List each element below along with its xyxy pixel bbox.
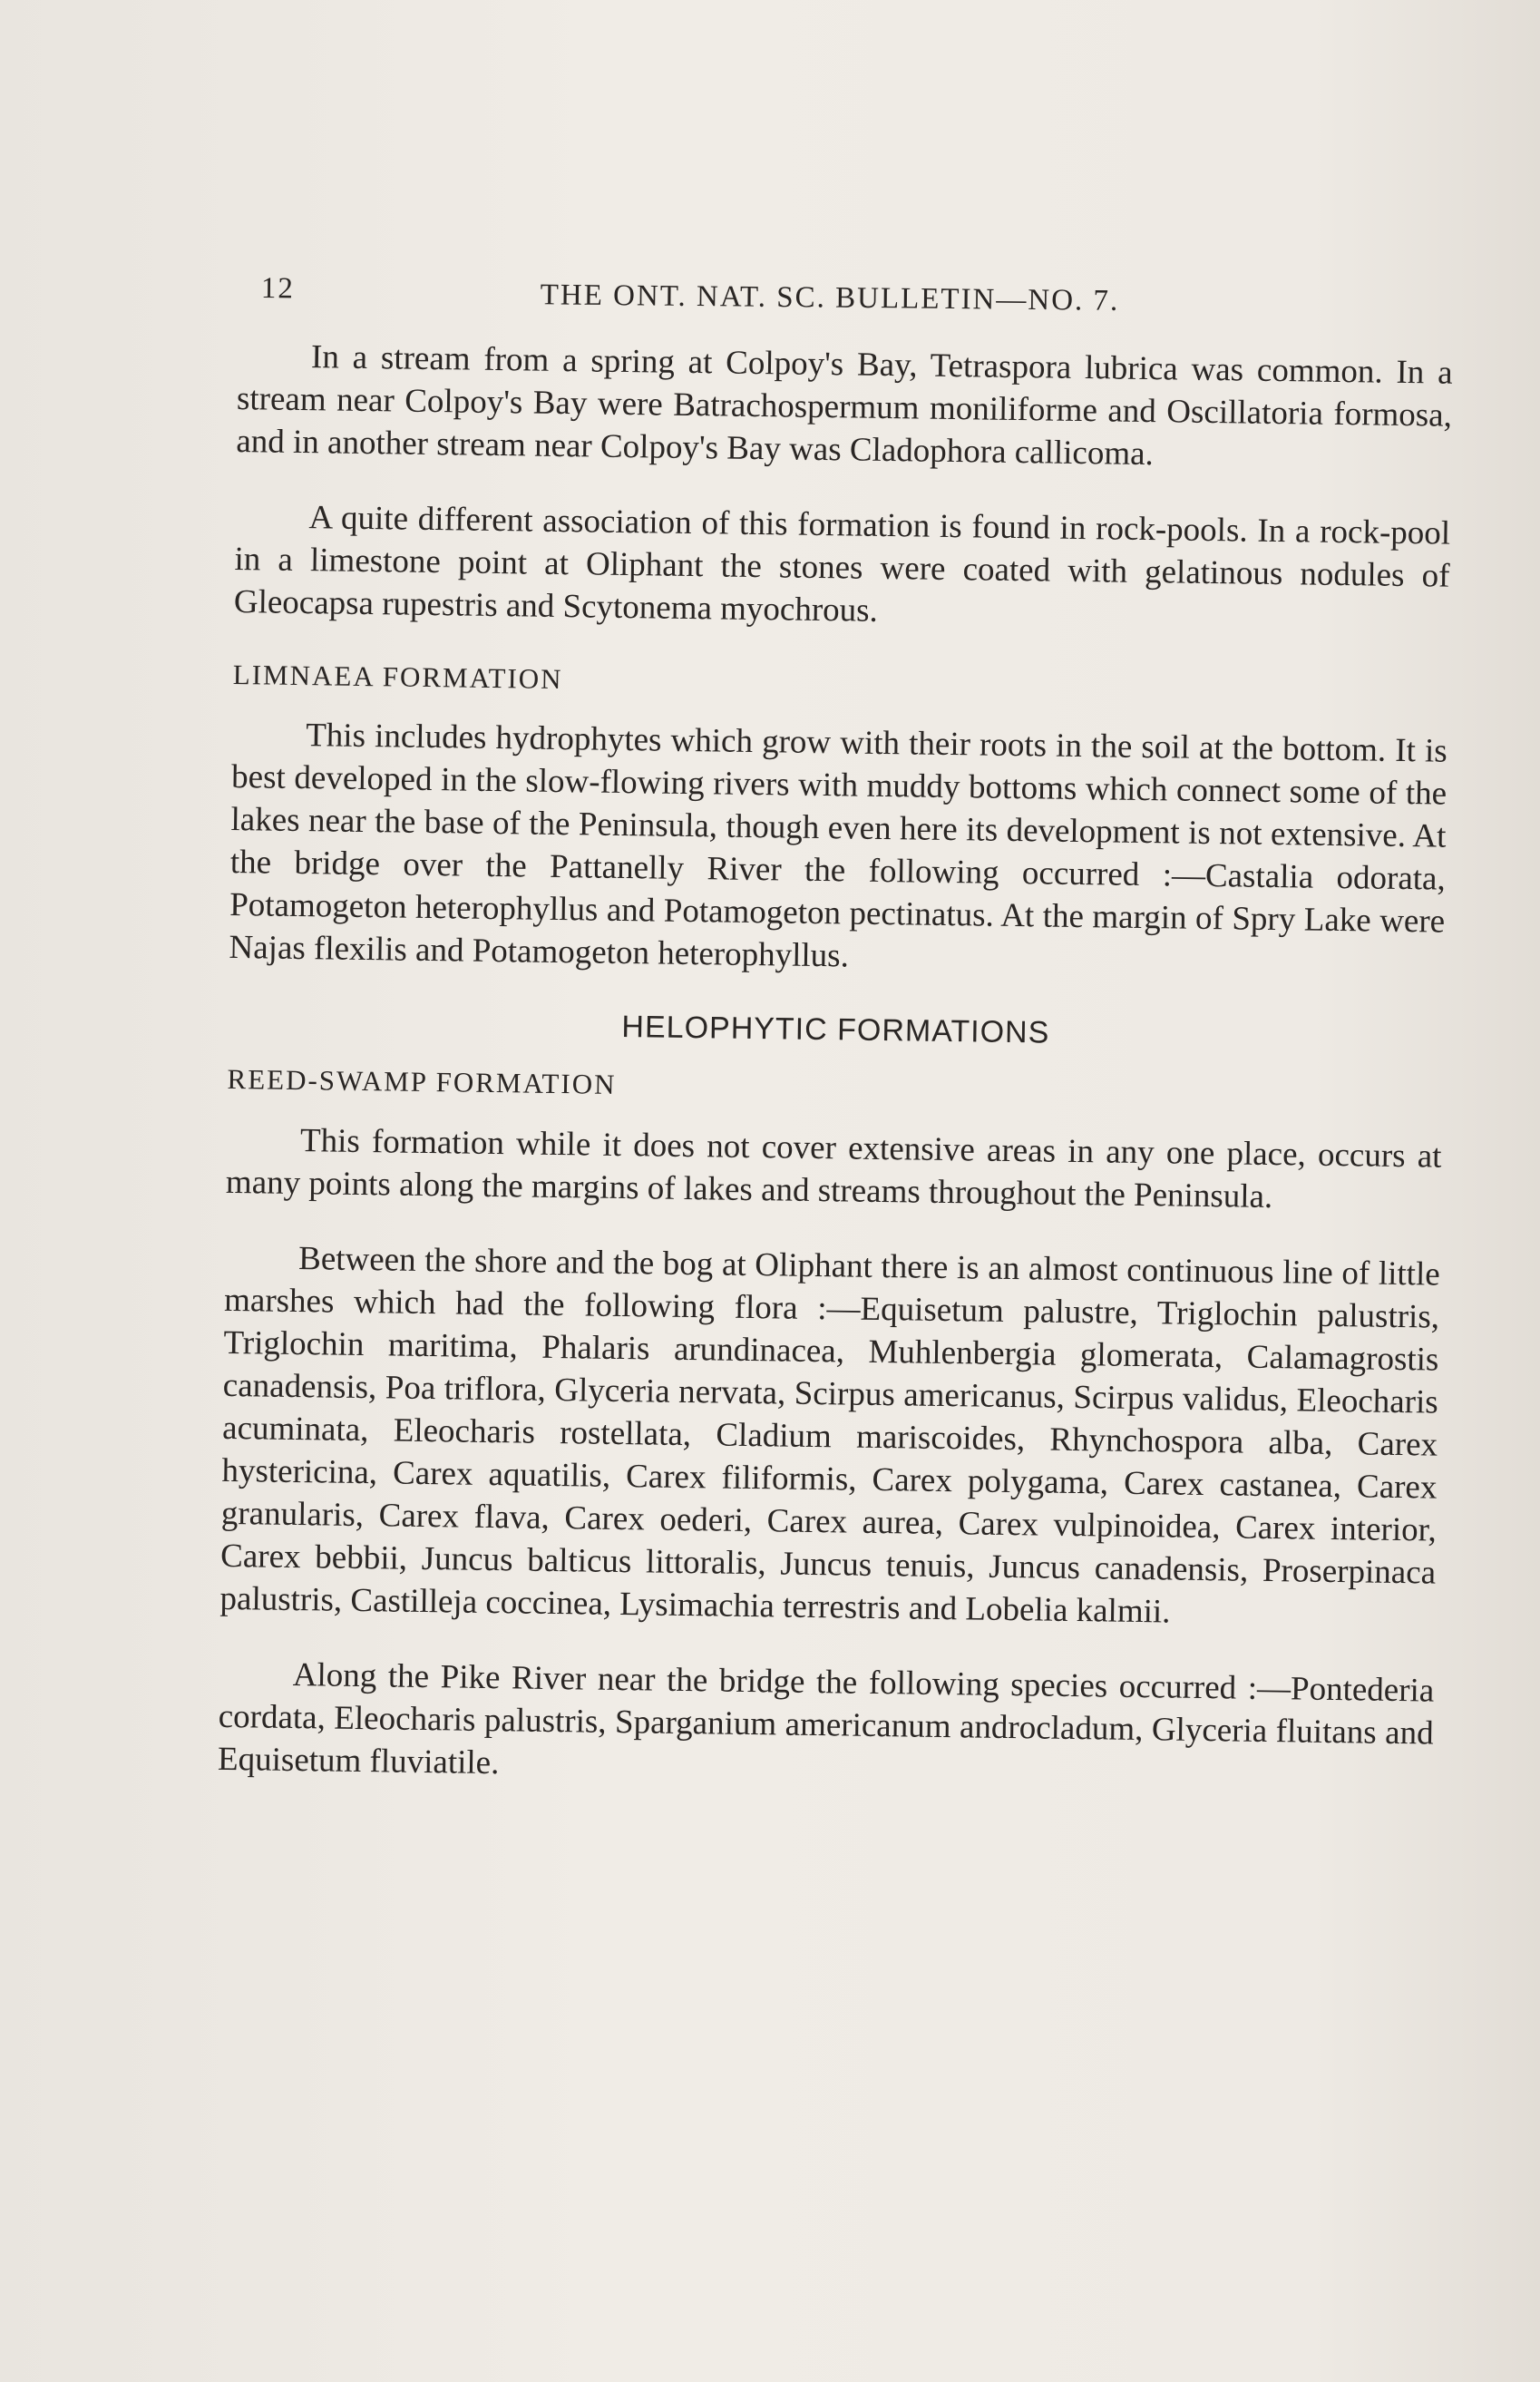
- paragraph-rock-pools: A quite different association of this formation is found in rock-pools. In a rock-pool in a limestone point at Oliphant the stones were coated with gelatinous nodules of Gleocapsa rupestris and Scytonema myochrous.: [233, 499, 1451, 630]
- running-header: [260, 272, 1294, 328]
- heading-helophytic-formations: HELOPHYTIC FORMATIONS: [621, 1010, 1050, 1050]
- paragraph-pike-river: Along the Pike River near the bridge the following species occurred :—Pontederia cordata, Eleocharis palustris, Sparganium americanum androcladum, Glyceria fluitans and Equisetum fluviatile.: [217, 1655, 1435, 1782]
- page-number: 12: [260, 272, 295, 306]
- running-title: THE ONT. NAT. SC. BULLETIN—NO. 7.: [540, 278, 1120, 317]
- paragraph-colpoys-bay: In a stream from a spring at Colpoy's Bay, Tetraspora lubrica was common. In a stream near Colpoy's Bay were Batrachospermum moniliforme and Oscillatoria formosa, and in another stream near Colpoy's Bay was Cladophora callicoma.: [236, 338, 1453, 473]
- paragraph-hydrophytes: This includes hydrophytes which grow with their roots in the soil at the bottom. It is best developed in the slow-flowing rivers with muddy bottoms which connect some of the lakes near the base of the Peninsula, though even here its development is not extensive. At the bridge over the Pattanelly River the following occurred :—Castalia odorata, Potamogeton heterophyllus and Potamogeton pectinatus. At the margin of Spry Lake were Najas flexilis and Potamogeton heterophyllus.: [229, 717, 1448, 975]
- paragraph-oliphant-marshes: Between the shore and the bog at Oliphant there is an almost continuous line of little marshes which had the following flora :—Equisetum palustre, Triglochin palustris, Triglochin maritima, Phalaris arundinacea, Muhlenbergia glomerata, Calamagrostis canadensis, Poa triflora, Glyceria nervata, Scirpus americanus, Scirpus validus, Eleocharis acuminata, Eleocharis rostellata, Cladium mariscoides, Rhynchospora alba, Carex hystericina, Carex aquatilis, Carex filiformis, Carex polygama, Carex castanea, Carex granularis, Carex flava, Carex oederi, Carex aurea, Carex vulpinoidea, Carex interior, Carex bebbii, Juncus balticus littoralis, Juncus tenuis, Juncus canadensis, Proserpinaca palustris, Castilleja coccinea, Lysimachia terrestris and Lobelia kalmii.: [219, 1239, 1440, 1631]
- heading-limnaea-formation: LIMNAEA FORMATION: [232, 658, 563, 695]
- page-body: [217, 336, 1453, 1830]
- heading-reed-swamp-formation: REED-SWAMP FORMATION: [227, 1063, 617, 1101]
- paragraph-reed-swamp: This formation while it does not cover extensive areas in any one place, occurs at many points along the margins of lakes and streams throughout the Peninsula.: [225, 1121, 1442, 1215]
